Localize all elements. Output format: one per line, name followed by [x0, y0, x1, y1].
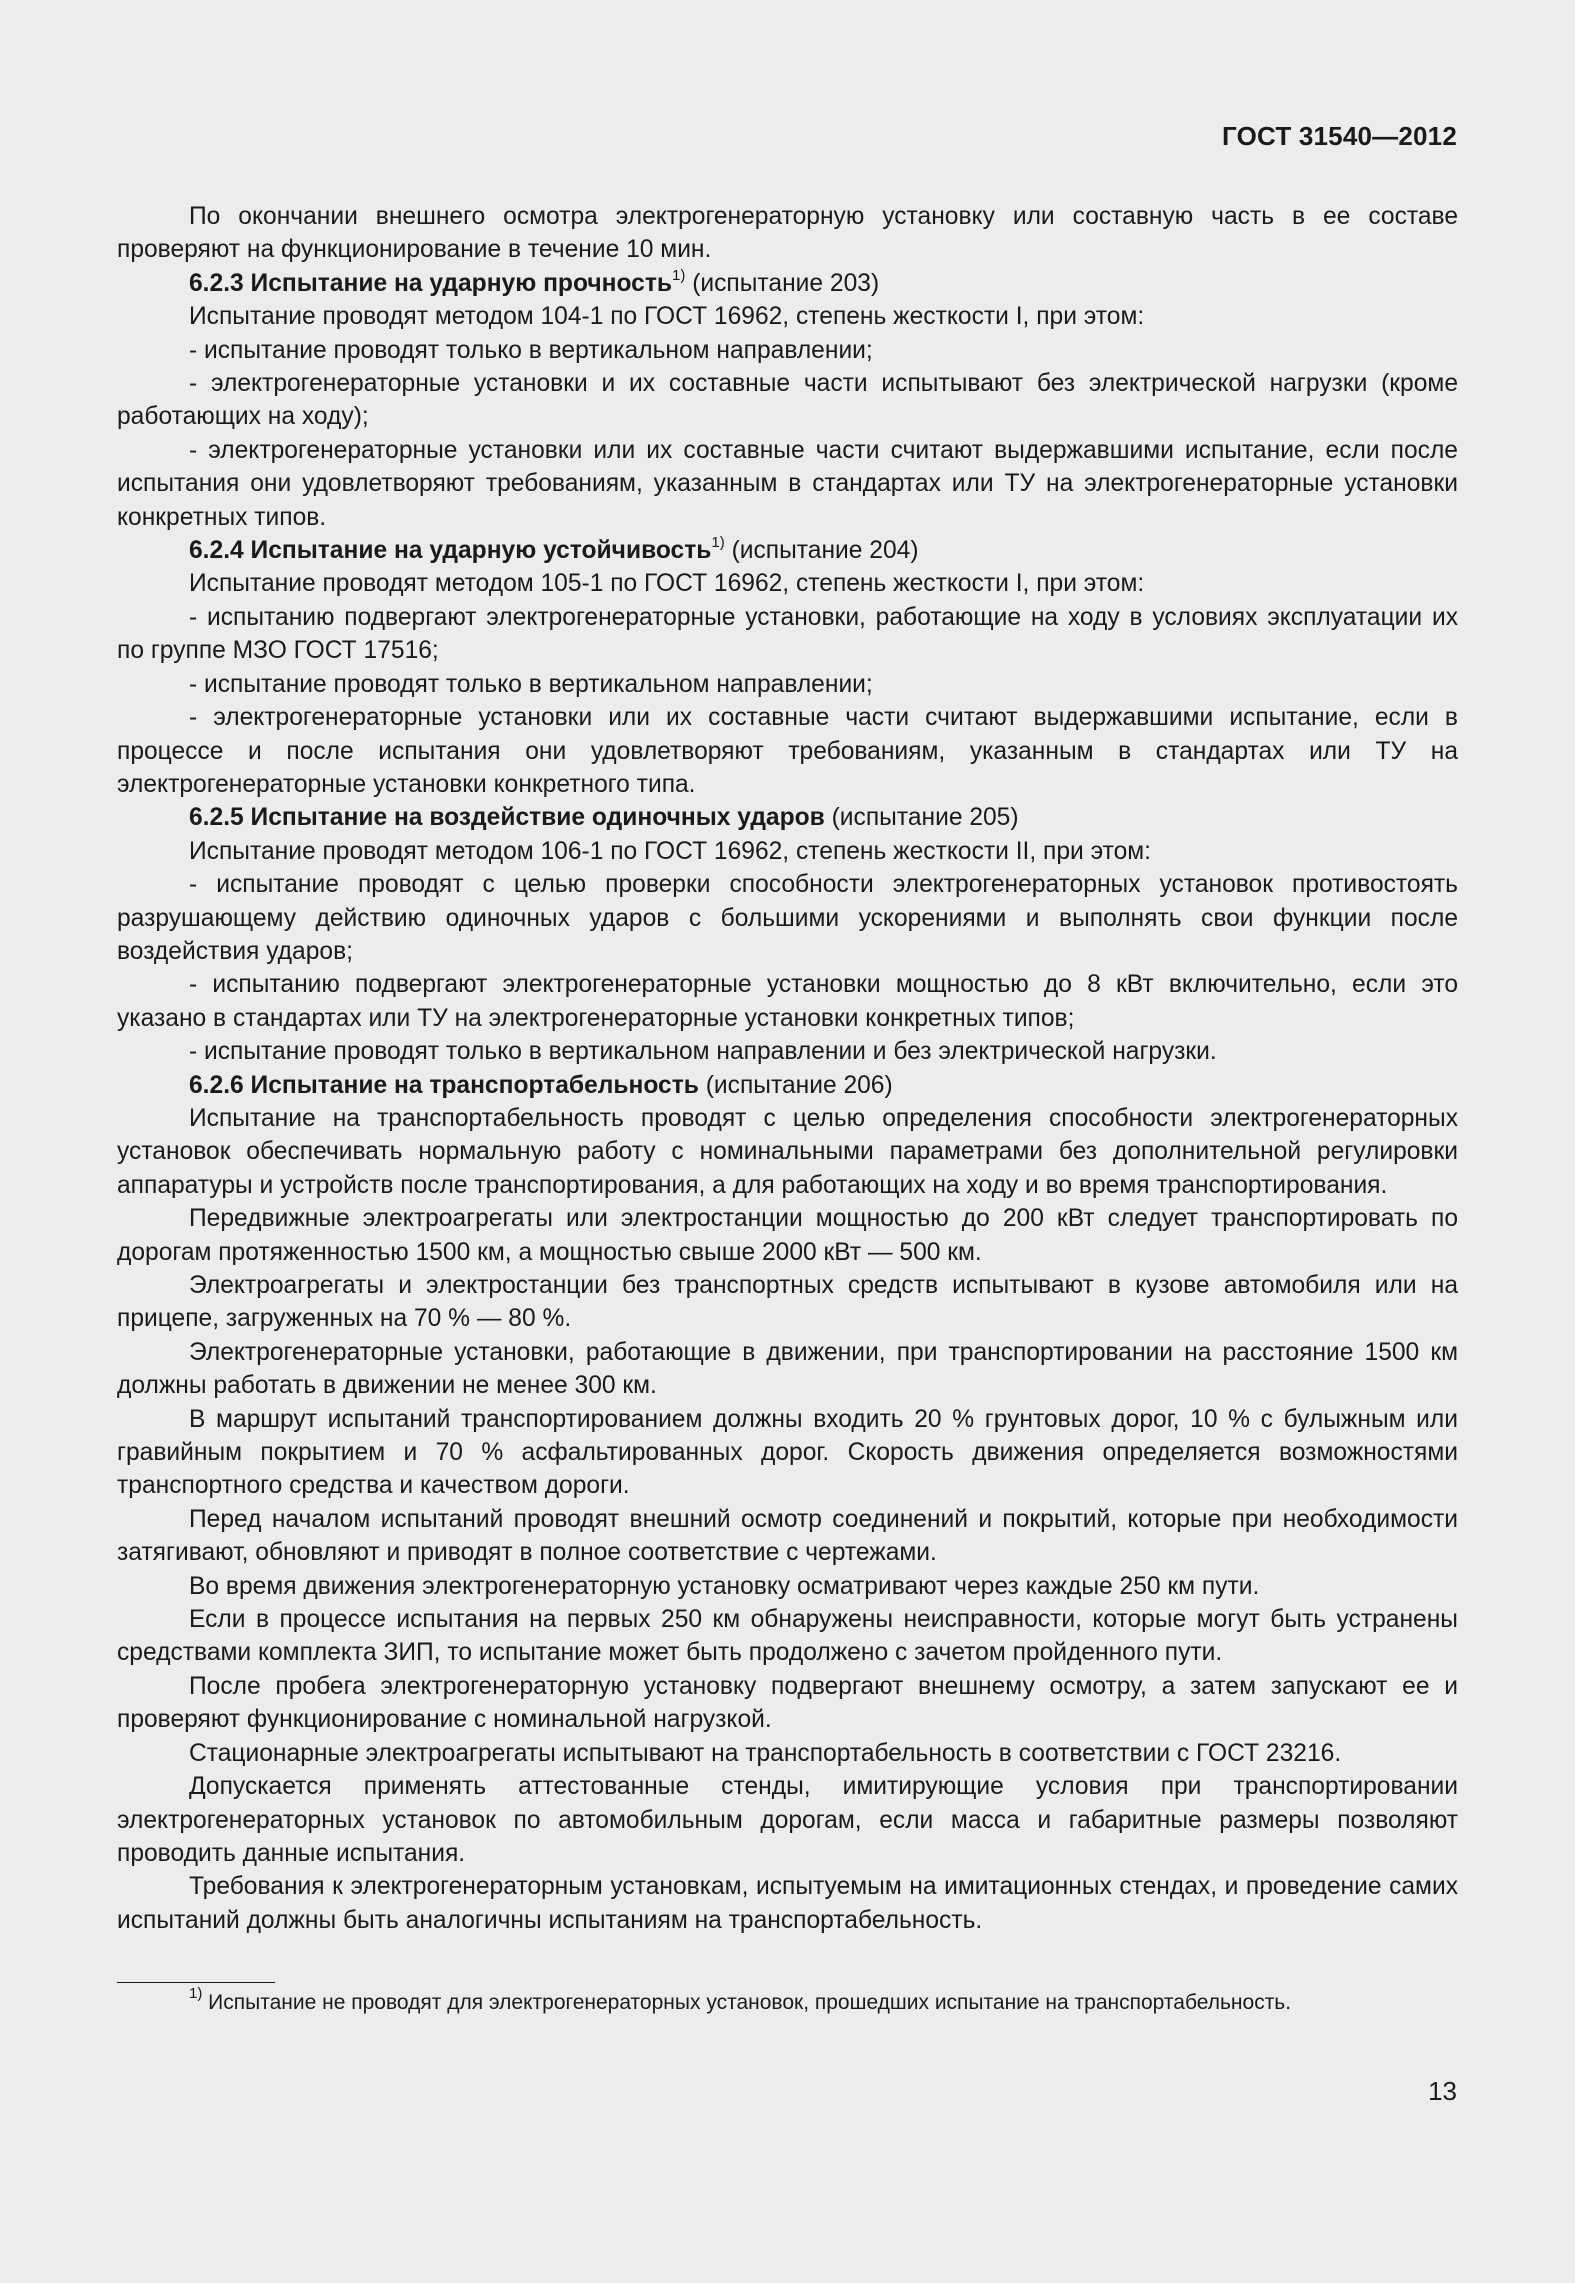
footnote-marker: 1) — [189, 1985, 203, 2002]
section-heading-6-2-3: 6.2.3 Испытание на ударную прочность$^{1)}$ (испытание 203) — [189, 266, 880, 297]
list-item: - испытанию подвергают электрогенераторные установки мощностью до 8 кВт включительно, если это указано в стандартах или ТУ на электрогенераторные установки конкретных типов; — [117, 971, 1458, 1032]
list-item: - электрогенераторные установки или их составные части считают выдержавшими испытание, если после испытания они удовлетворяют требованиям, указанным в стандартах или ТУ на электрогенераторные установки конкретных типов. — [117, 436, 1458, 531]
section-heading-6-2-5: 6.2.5 Испытание на воздействие одиночных ударов (испытание 205) — [189, 804, 1019, 832]
paragraph: Во время движения электрогенераторную установку осматривают через каждые 250 км пути. — [189, 1572, 1260, 1600]
paragraph: Стационарные электроагрегаты испытывают на транспортабельность в соответствии с ГОСТ 23216. — [189, 1739, 1342, 1767]
section-heading-6-2-4: 6.2.4 Испытание на ударную устойчивость$^{1)}$ (испытание 204) — [189, 534, 919, 565]
list-item: - испытание проводят с целью проверки способности электрогенераторных установок противостоять разрушающему действию одиночных ударов с большими ускорениями и выполнять свои функции после воздействия ударов; — [117, 871, 1458, 965]
list-item: - испытанию подвергают электрогенераторные установки, работающие на ходу в условиях эксплуатации их по группе МЗО ГОСТ 17516; — [117, 603, 1458, 665]
paragraph: Испытание проводят методом 106-1 по ГОСТ 16962, степень жесткости II, при этом: — [189, 837, 1152, 865]
list-item: - испытание проводят только в вертикальном направлении; — [189, 670, 873, 698]
paragraph: Испытание проводят методом 105-1 по ГОСТ 16962, степень жесткости I, при этом: — [189, 570, 1145, 598]
list-item: - электрогенераторные установки или их составные части считают выдержавшими испытание, если в процессе и после испытания они удовлетворяют требованиям, указанным в стандартах или ТУ на электрогенераторные установки конкретного типа. — [117, 704, 1458, 798]
footnote — [117, 1985, 1458, 2018]
paragraph: Электрогенераторные установки, работающие в движении, при транспортировании на расстояние 1500 км должны работать в движении не менее 300 км. — [117, 1338, 1458, 1400]
paragraph: Электроагрегаты и электростанции без транспортных средств испытывают в кузове автомобиля или на прицепе, загруженных на 70 % — 80 %. — [117, 1272, 1458, 1333]
paragraph: После пробега электрогенераторную установку подвергают внешнему осмотру, а затем запускают ее и проверяют функционирование с номинальной нагрузкой. — [117, 1672, 1458, 1734]
section-heading-6-2-6: 6.2.6 Испытание на транспортабельность (испытание 206) — [189, 1071, 893, 1099]
paragraph: Если в процессе испытания на первых 250 км обнаружены неисправности, которые могут быть устранены средствами комплекта ЗИП, то испытание может быть продолжено с зачетом пройденного пути. — [117, 1606, 1458, 1667]
paragraph: Передвижные электроагрегаты или электростанции мощностью до 200 кВт следует транспортировать по дорогам протяженностью 1500 км, а мощностью свыше 2000 кВт — 500 км. — [117, 1205, 1458, 1266]
paragraph: Испытание проводят методом 104-1 по ГОСТ 16962, степень жесткости I, при этом: — [189, 303, 1145, 331]
paragraph: Требования к электрогенераторным установкам, испытуемым на имитационных стендах, и проведение самих испытаний должны быть аналогичны испытаниям на транспортабельность. — [117, 1873, 1458, 1934]
footnote-divider — [117, 1982, 275, 1983]
document-header: ГОСТ 31540—2012 — [1222, 121, 1457, 151]
paragraph: По окончании внешнего осмотра электрогенераторную установку или составную часть в ее составе проверяют на функционирование в течение 10 мин. — [117, 203, 1458, 264]
body-text — [117, 200, 1458, 1937]
list-item: - испытание проводят только в вертикальном направлении и без электрической нагрузки. — [189, 1038, 1217, 1066]
page-number: 13 — [1428, 2076, 1457, 2106]
footnote-text: $^{1)}$ Испытание не проводят для электрогенераторных установок, прошедших испытание на транспортабельность. — [189, 1985, 1292, 2014]
paragraph: Допускается применять аттестованные стенды, имитирующие условия при транспортировании электрогенераторных установок по автомобильным дорогам, если масса и габаритные размеры позволяют проводить данные испытания. — [117, 1773, 1458, 1867]
list-item: - электрогенераторные установки и их составные части испытывают без электрической нагрузки (кроме работающих на ходу); — [117, 370, 1458, 431]
list-item: - испытание проводят только в вертикальном направлении; — [189, 336, 873, 364]
paragraph: В маршрут испытаний транспортированием должны входить 20 % грунтовых дорог, 10 % с булыжным или гравийным покрытием и 70 % асфальтированных дорог. Скорость движения определяется возможностями транспортного средства и качеством дороги. — [117, 1405, 1458, 1500]
paragraph: Испытание на транспортабельность проводят с целью определения способности электрогенераторных установок обеспечивать нормальную работу с номинальными параметрами без дополнительной регулировки аппаратуры и устройств после транспортирования, а для работающих на ходу и во время транспортирования. — [117, 1104, 1458, 1199]
paragraph: Перед началом испытаний проводят внешний осмотр соединений и покрытий, которые при необходимости затягивают, обновляют и приводят в полное соответствие с чертежами. — [117, 1505, 1458, 1567]
